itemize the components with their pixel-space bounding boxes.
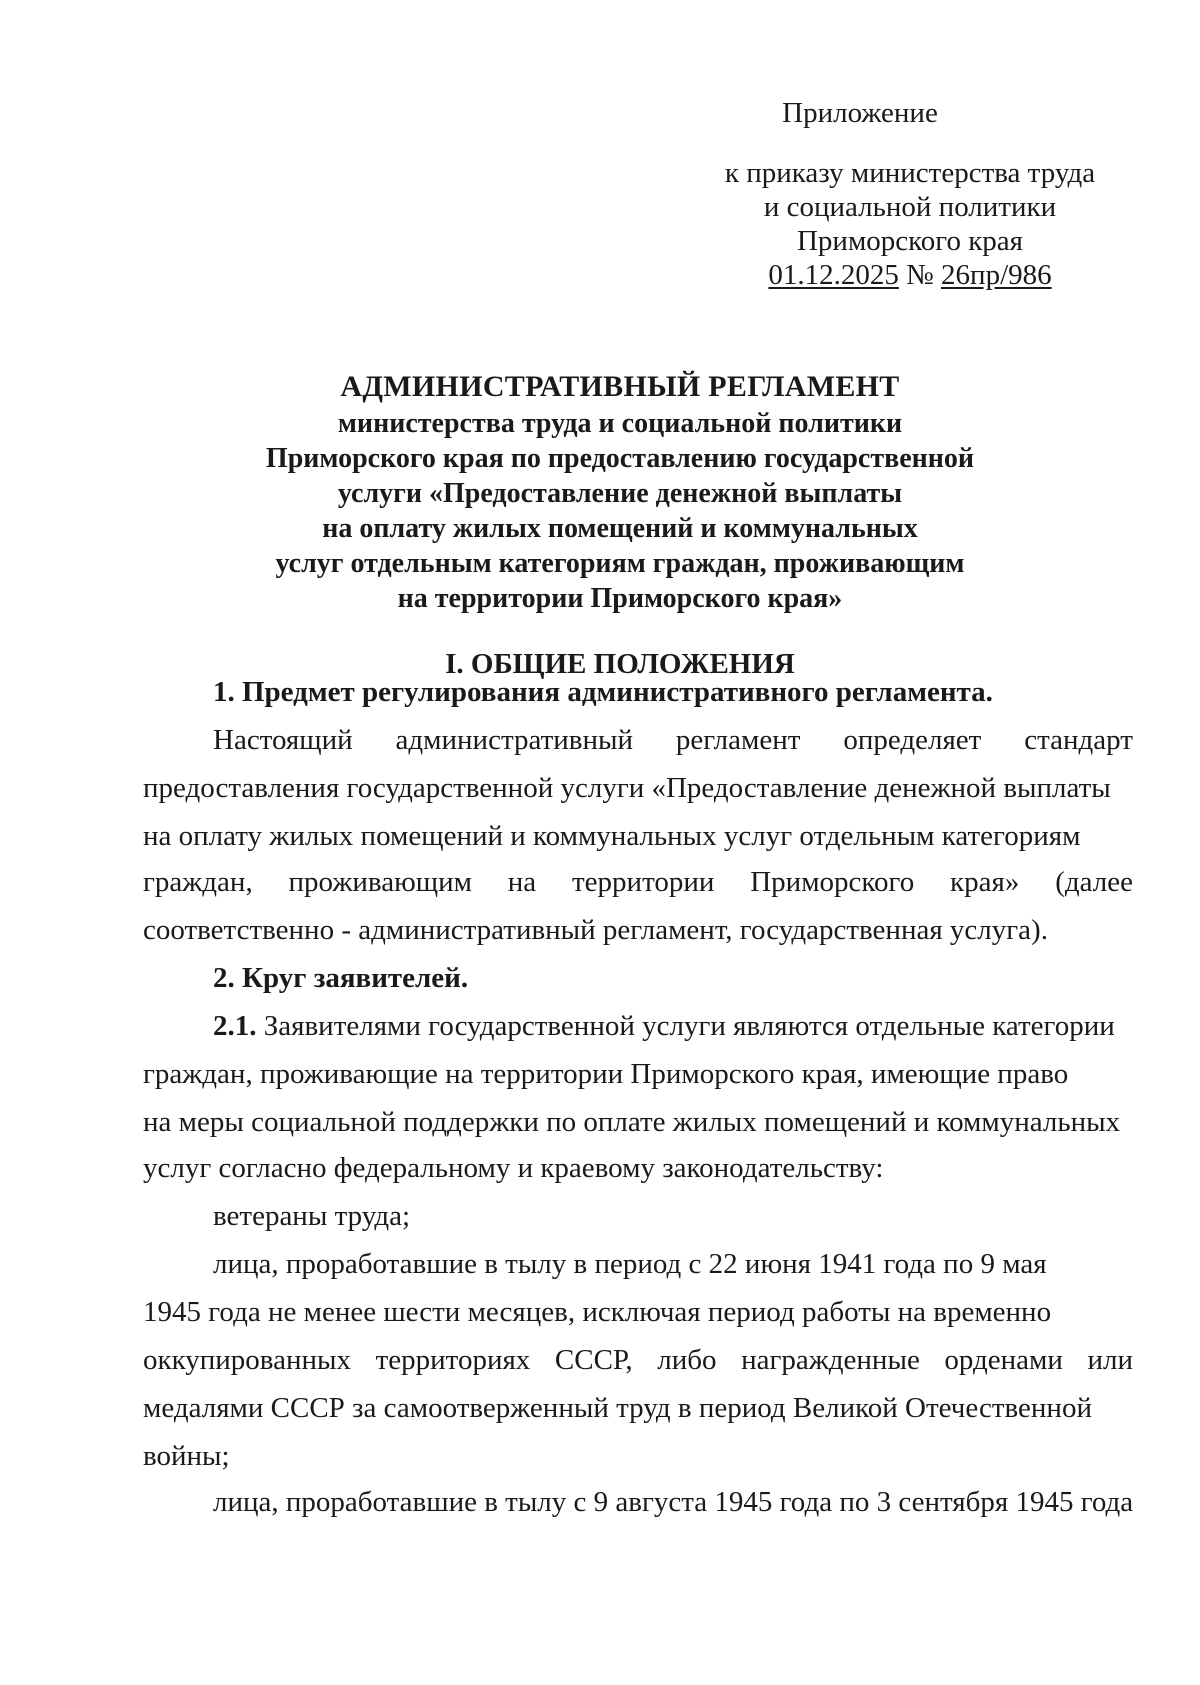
word: стандарт <box>1024 724 1133 756</box>
annex-date: 01.12.2025 <box>768 259 899 291</box>
list-item-line: войны; <box>143 1440 230 1472</box>
document-subtitle-line: Приморского края по предоставлению государственной <box>265 443 975 474</box>
annex-title: Приложение <box>782 97 938 129</box>
word: края» <box>950 866 1020 898</box>
item1-paragraph-line <box>213 724 1133 757</box>
annex-line: и социальной политики <box>763 191 1057 223</box>
word: территориях <box>375 1344 531 1376</box>
item2-heading: 2. Круг заявителей. <box>213 962 469 994</box>
word: Настоящий <box>213 724 353 756</box>
item1-paragraph-line: на оплату жилых помещений и коммунальных услуг отдельным категориям <box>143 820 1081 852</box>
item1-paragraph-line <box>143 866 1133 899</box>
document-title: АДМИНИСТРАТИВНЫЙ РЕГЛАМЕНТ <box>340 370 900 403</box>
word: СССР, <box>554 1344 633 1376</box>
annex-line: Приморского края <box>796 225 1024 257</box>
annex-number-sign: № <box>906 259 934 291</box>
word: или <box>1087 1344 1133 1376</box>
document-subtitle-line: на территории Приморского края» <box>397 583 843 614</box>
annex-number: 26пр/986 <box>941 259 1052 291</box>
p21-text: Заявителями государственной услуги являются отдельные категории <box>263 1010 1115 1042</box>
word: орденами <box>944 1344 1063 1376</box>
list-item-line: лица, проработавшие в тылу в период с 22 июня 1941 года по 9 мая <box>213 1248 1047 1280</box>
word: на <box>507 866 537 898</box>
list-item-line: 1945 года не менее шести месяцев, исключая период работы на временно <box>143 1296 1052 1328</box>
word: проживающим <box>288 866 472 898</box>
word: граждан, <box>143 866 253 898</box>
document-title-block <box>100 368 1140 616</box>
p21-line: услуг согласно федеральному и краевому законодательству: <box>143 1152 884 1184</box>
annex-date-number <box>630 258 1190 292</box>
list-item-line <box>143 1344 1133 1377</box>
p21-line <box>213 1010 1115 1043</box>
document-subtitle-line: на оплату жилых помещений и коммунальных <box>322 513 918 544</box>
word: административный <box>395 724 633 756</box>
p21-number: 2.1. <box>213 1010 257 1042</box>
word: регламент <box>675 724 801 756</box>
document-subtitle-line: министерства труда и социальной политики <box>337 408 903 439</box>
item1-paragraph-line: предоставления государственной услуги «Предоставление денежной выплаты <box>143 772 1111 804</box>
document-subtitle-line: услуги «Предоставление денежной выплаты <box>337 478 903 509</box>
p21-line: на меры социальной поддержки по оплате жилых помещений и коммунальных <box>143 1106 1121 1138</box>
word: Приморского <box>750 866 915 898</box>
word: определяет <box>843 724 982 756</box>
document-subtitle-line: услуг отдельным категориям граждан, проживающим <box>275 548 965 579</box>
annex-block <box>630 156 1190 292</box>
word: либо <box>657 1344 717 1376</box>
item1-heading: 1. Предмет регулирования административного регламента. <box>213 676 993 708</box>
word: оккупированных <box>143 1344 352 1376</box>
p21-line: граждан, проживающие на территории Приморского края, имеющие право <box>143 1058 1069 1090</box>
section-heading: I. ОБЩИЕ ПОЛОЖЕНИЯ <box>445 648 795 680</box>
list-item: ветераны труда; <box>213 1200 411 1232</box>
item1-paragraph-line: соответственно - административный регламент, государственная услуга). <box>143 914 1048 946</box>
word: территории <box>572 866 715 898</box>
word: (далее <box>1055 866 1133 898</box>
word: награжденные <box>741 1344 920 1376</box>
list-item-line: медалями СССР за самоотверженный труд в период Великой Отечественной <box>143 1392 1092 1424</box>
annex-line: к приказу министерства труда <box>724 157 1096 189</box>
list-item-line: лица, проработавшие в тылу с 9 августа 1945 года по 3 сентября 1945 года <box>213 1486 1134 1518</box>
